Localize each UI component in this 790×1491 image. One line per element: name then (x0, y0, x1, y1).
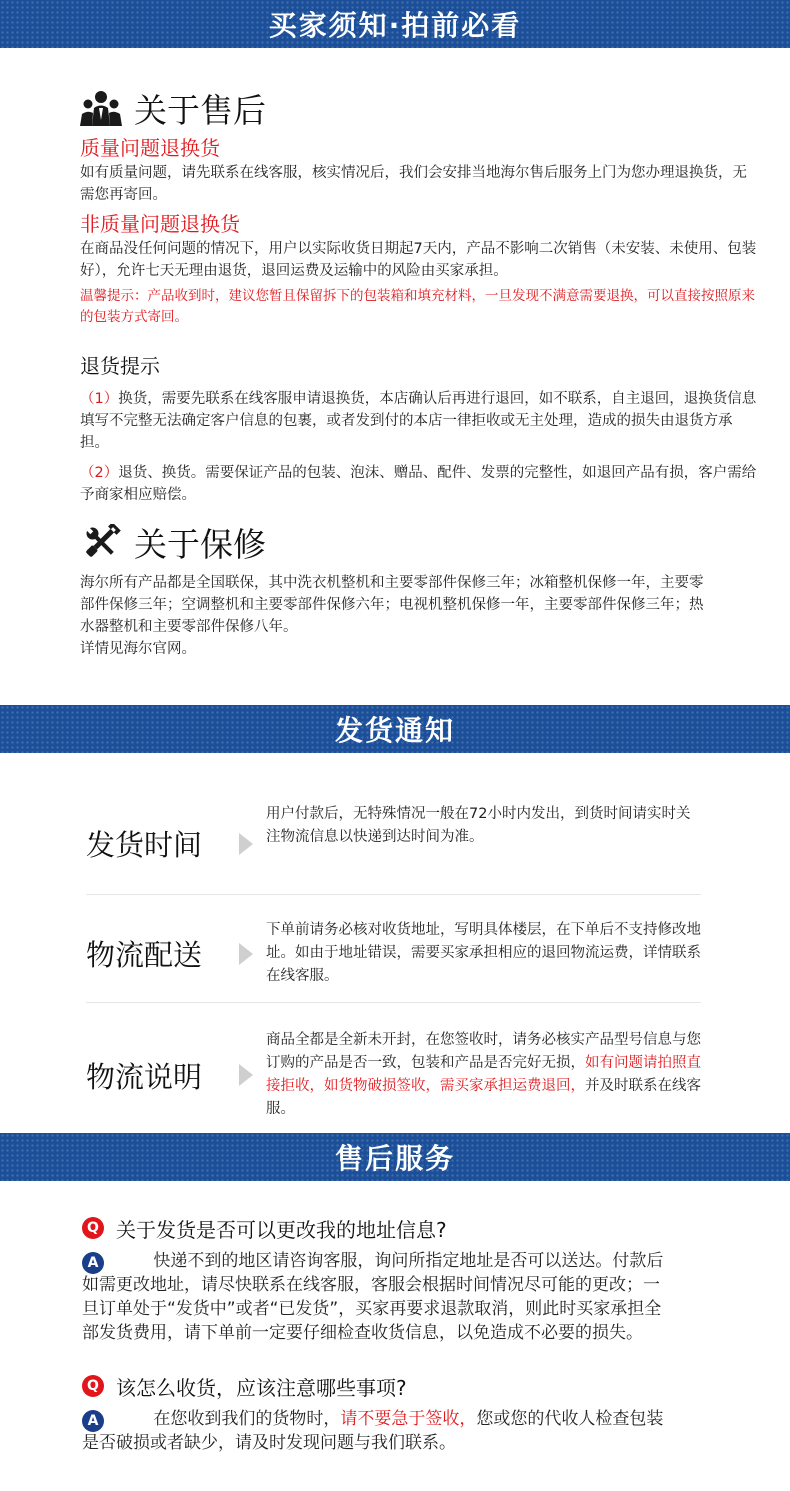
shipping-row-time (86, 793, 701, 895)
banner-title: 买家须知·拍前必看 (268, 9, 522, 42)
arrow-right-icon (226, 905, 266, 1002)
shipping-section (0, 753, 790, 1133)
banner-title: 售后服务 (334, 1142, 455, 1175)
question-badge: Q (82, 1217, 104, 1239)
quality-heading: 质量问题退换货 (80, 136, 220, 160)
answer-badge: A (82, 1252, 104, 1274)
non-quality-heading: 非质量问题退换货 (80, 212, 240, 236)
arrow-right-icon (226, 793, 266, 894)
shipping-row-label: 物流说明 (86, 1059, 203, 1094)
shipping-row-label: 物流配送 (86, 938, 203, 972)
faq-question (82, 1213, 760, 1243)
quality-text: 如有质量问题，请先联系在线客服，核实情况后，我们会安排当地海尔售后服务上门为您办理退换货，无需您再寄回。 (80, 165, 747, 203)
faq-question-text: 该怎么收货，应该注意哪些事项? (116, 1375, 407, 1400)
answer-badge: A (82, 1410, 104, 1432)
arrow-right-icon (226, 1017, 266, 1133)
question-badge: Q (82, 1375, 104, 1397)
warranty-text: 海尔所有产品都是全国联保，其中洗衣机整机和主要零部件保修三年；冰箱整机保修一年，主要零部件保修三年；空调整机和主要零部件保修六年；电视机整机保修一年，主要零部件保修三年；热水器整机和主要零部件保修八年。 (80, 575, 704, 635)
faq-question-text: 关于发货是否可以更改我的地址信息? (116, 1217, 447, 1242)
banner-buyer-notice (0, 0, 790, 48)
return-tips-heading: 退货提示 (80, 354, 160, 378)
banner-title: 发货通知 (334, 714, 455, 747)
faq-answer (82, 1407, 760, 1455)
shipping-row-text: 用户付款后，无特殊情况一般在72小时内发出，到货时间请实时关注物流信息以快递到达时间为准。 (266, 806, 691, 845)
shipping-row-text: 商品全都是全新未开封，在您签收时，请务必核实产品型号信息与您订购的产品是否一致，包装和产品是否完好无损，如有问题请拍照直接拒收，如货物破损签收，需买家承担运费退回，并及时联系在线客服。 (266, 1032, 701, 1117)
banner-shipping (0, 705, 790, 753)
faq-answer-text: 在您收到我们的货物时，请不要急于签收，您或您的代收人检查包装是否破损或者缺少，请及时发现问题与我们联系。 (82, 1409, 664, 1453)
faq-question (82, 1371, 760, 1401)
shipping-row-text: 下单前请务必核对收货地址，写明具体楼层，在下单后不支持修改地址。如由于地址错误，需要买家承担相应的退回物流运费，详情联系在线客服。 (266, 922, 701, 984)
banner-service (0, 1133, 790, 1181)
return-tip-1: （1）换货，需要先联系在线客服申请退换货，本店确认后再进行退回，如不联系，自主退回，退换货信息填写不完整无法确定客户信息的包裹，或者发到付的本店一律拒收或无主处理，造成的损失由退货方承担。 (80, 391, 757, 451)
warranty-more: 详情见海尔官网。 (80, 641, 196, 657)
after-sales-section (0, 48, 790, 705)
people-icon (80, 90, 122, 126)
non-quality-text: 在商品没任何问题的情况下，用户以实际收货日期起7天内，产品不影响二次销售（未安装、未使用、包装好），允许七天无理由退货，退回运费及运输中的风险由买家承担。 (80, 241, 757, 279)
faq-answer (82, 1249, 760, 1345)
warm-tip: 温馨提示：产品收到时，建议您暂且保留拆下的包装箱和填充材料，一旦发现不满意需要退换，可以直接按照原来的包装方式寄回。 (80, 288, 755, 325)
shipping-row-notes (86, 1003, 701, 1133)
faq-section (0, 1181, 790, 1455)
shipping-row-label: 发货时间 (86, 828, 203, 862)
shipping-row-delivery (86, 895, 701, 1003)
tools-icon (80, 524, 122, 560)
after-sales-title (80, 86, 760, 130)
after-sales-title-text: 关于售后 (134, 90, 266, 130)
return-tip-2: （2）退货、换货。需要保证产品的包装、泡沫、赠品、配件、发票的完整性，如退回产品有损，客户需给予商家相应赔偿。 (80, 465, 757, 503)
warranty-title-text: 关于保修 (134, 524, 266, 564)
faq-answer-text: 快递不到的地区请咨询客服，询问所指定地址是否可以送达。付款后如需更改地址，请尽快联系在线客服，客服会根据时间情况尽可能的更改；一旦订单处于“发货中”或者“已发货”，买家再要求退款取消，则此时买家承担全部发货费用，请下单前一定要仔细检查收货信息，以免造成不必要的损失。 (82, 1251, 664, 1343)
warranty-title (80, 520, 760, 564)
